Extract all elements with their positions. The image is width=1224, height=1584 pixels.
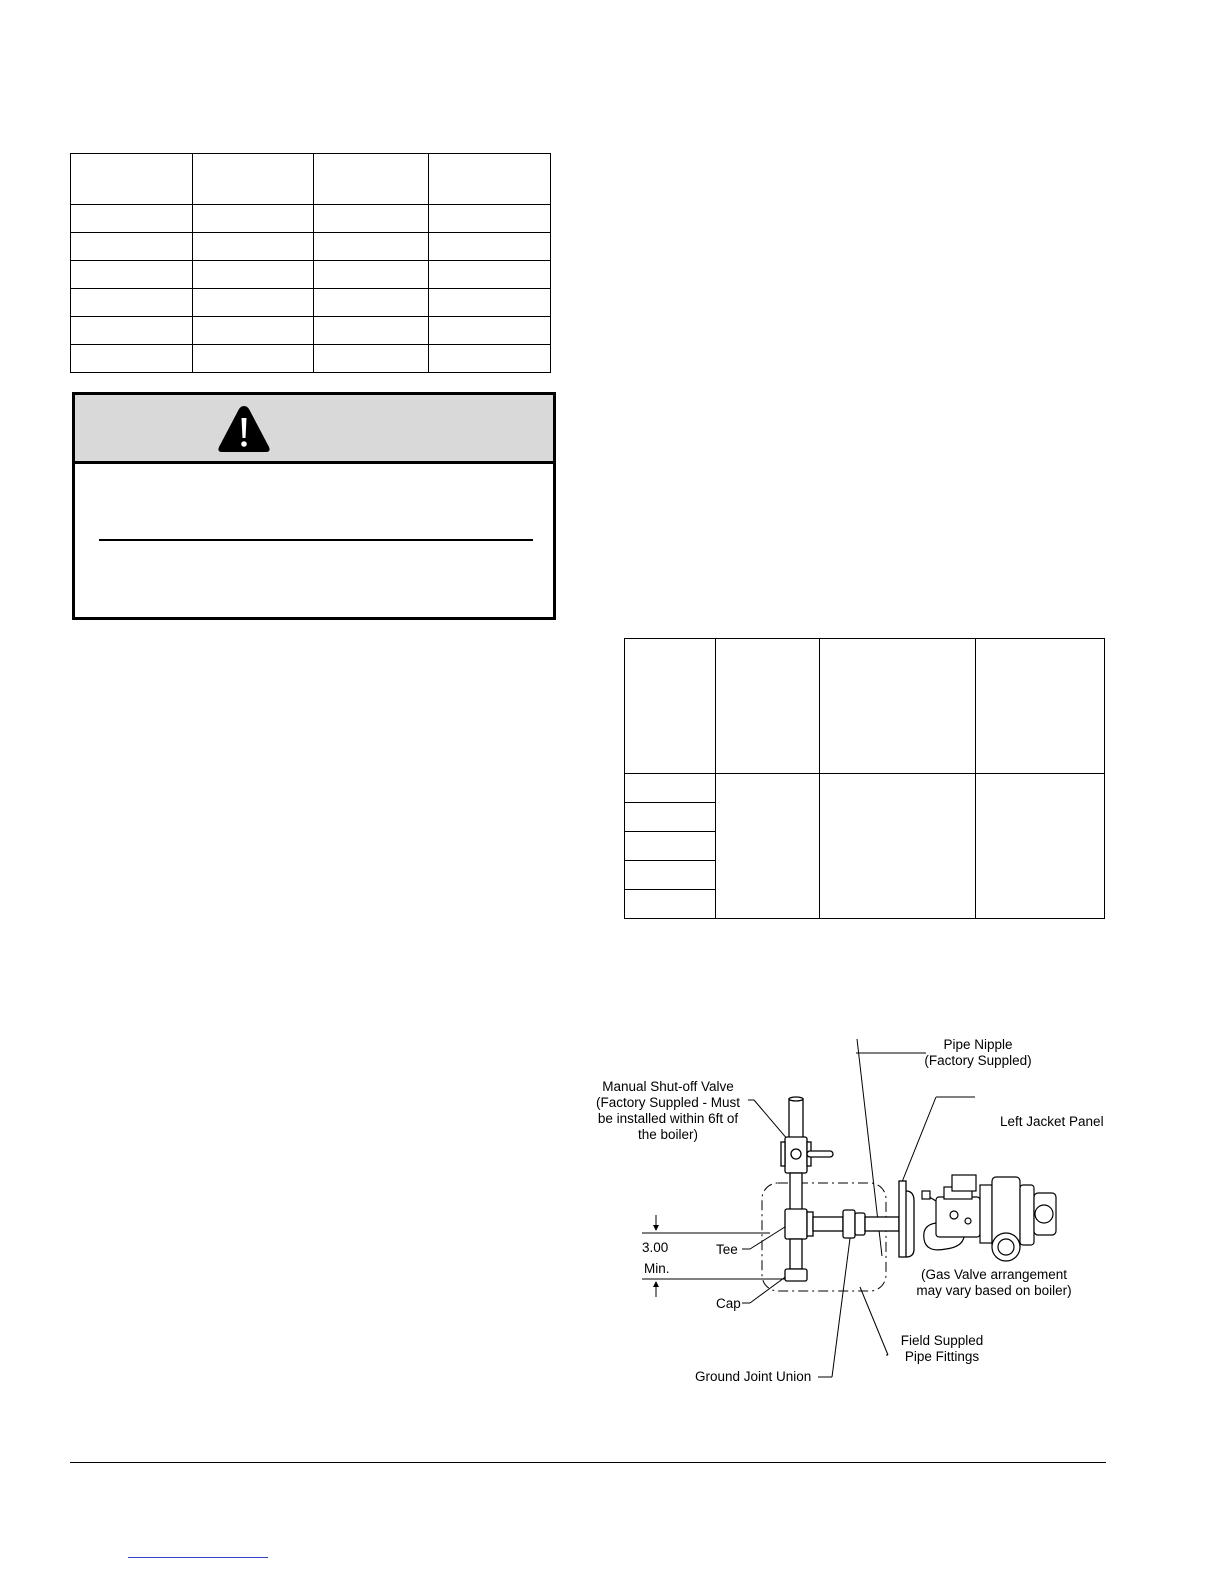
svg-text:Ground Joint Union: Ground Joint Union [695, 1369, 812, 1384]
svg-text:the boiler): the boiler) [637, 1127, 699, 1142]
svg-text:Manual Shut-off Valve: Manual Shut-off Valve [602, 1079, 734, 1094]
footer-link-underline[interactable] [128, 1557, 268, 1558]
svg-text:Field Suppled: Field Suppled [900, 1333, 984, 1348]
table-header-row [625, 639, 1105, 774]
svg-text:Cap: Cap [716, 1296, 741, 1311]
svg-text:Pipe Fittings: Pipe Fittings [904, 1349, 980, 1364]
gas-pressure-table [624, 638, 1105, 919]
pipe-size-table [70, 153, 551, 373]
warning-box [72, 392, 556, 620]
warning-triangle-icon [216, 403, 272, 455]
table-row [71, 261, 551, 289]
table-row [71, 205, 551, 233]
gas-piping-diagram [570, 1025, 1110, 1395]
gas-valve-icon [922, 1175, 1056, 1261]
table-row [71, 317, 551, 345]
svg-text:(Factory Suppled - Must: (Factory Suppled - Must [595, 1095, 741, 1110]
svg-text:(Gas Valve arrangement: (Gas Valve arrangement [920, 1267, 1068, 1282]
warning-divider [99, 539, 533, 541]
table-row [71, 233, 551, 261]
svg-text:(Factory Suppled): (Factory Suppled) [924, 1053, 1032, 1068]
svg-text:Tee: Tee [716, 1242, 738, 1257]
table-header-row [71, 154, 551, 205]
svg-text:Min.: Min. [644, 1261, 670, 1276]
svg-text:may vary based on boiler): may vary based on boiler) [916, 1283, 1072, 1298]
svg-text:Left Jacket Panel: Left Jacket Panel [1000, 1114, 1104, 1129]
svg-text:Pipe Nipple: Pipe Nipple [943, 1037, 1013, 1052]
footer-rule [70, 1462, 1106, 1463]
svg-text:be installed within 6ft of: be installed within 6ft of [597, 1111, 739, 1126]
table-row [71, 345, 551, 373]
svg-text:3.00: 3.00 [642, 1240, 669, 1255]
table-row [625, 774, 1105, 803]
warning-header [75, 395, 553, 464]
table-row [71, 289, 551, 317]
